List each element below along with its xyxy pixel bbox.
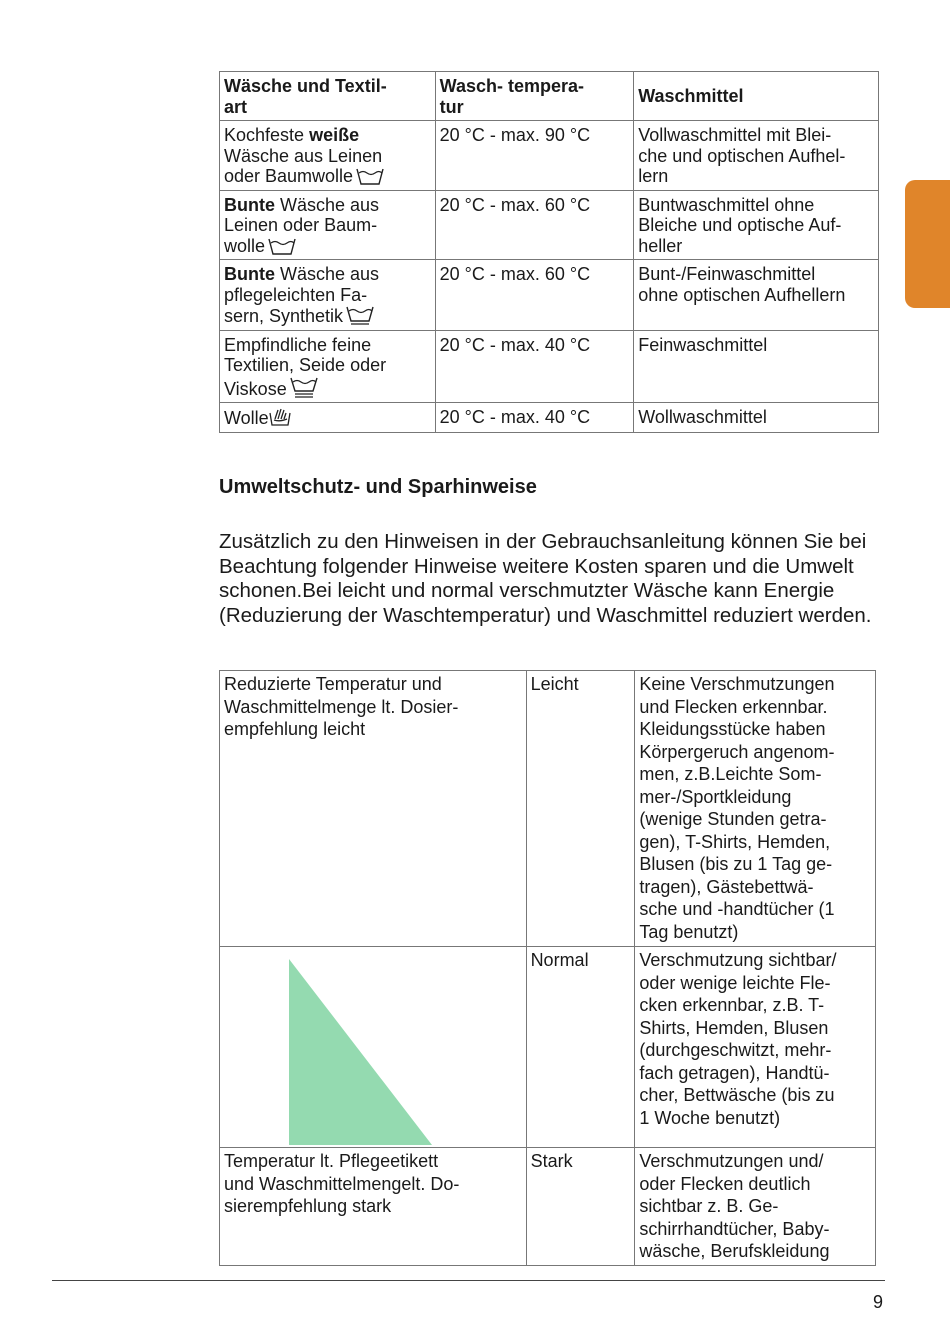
washtub-60-icon bbox=[268, 237, 296, 255]
table-row bbox=[220, 1148, 876, 1266]
textile-cell bbox=[220, 190, 436, 260]
handwash-icon bbox=[269, 407, 291, 427]
detergent-cell: Feinwaschmittel bbox=[634, 330, 879, 403]
textile-bold: Bunte bbox=[224, 194, 275, 215]
soil-level-label: Normal bbox=[526, 947, 635, 1148]
dosage-triangle bbox=[286, 959, 432, 1145]
washtub-permanent-press-icon bbox=[346, 305, 374, 325]
soil-level-description: Verschmutzung sichtbar/ oder wenige leichte Fle- cken erkennbar, z.B. T- Shirts, Hemden, Blusen (durchgeschwitzt, mehr- fach getragen), Handtü- cher, Bettwäsche (bis zu 1 Woche benutzt) bbox=[635, 947, 876, 1148]
table-row bbox=[220, 403, 879, 433]
table-row bbox=[220, 671, 876, 947]
table-row bbox=[220, 947, 876, 1148]
textile-cell bbox=[220, 403, 436, 433]
washtub-95-icon bbox=[356, 167, 384, 185]
temperature-cell: 20 °C - max. 90 °C bbox=[435, 121, 634, 191]
dosage-triangle-shape bbox=[289, 959, 432, 1145]
table-header-row bbox=[220, 72, 879, 121]
detergent-cell: Vollwaschmittel mit Blei- che und optischen Aufhel- lern bbox=[634, 121, 879, 191]
section-tab-marker bbox=[905, 180, 950, 308]
header-temperature: Wasch- tempera- tur bbox=[435, 72, 634, 121]
textile-cell bbox=[220, 121, 436, 191]
soil-level-label: Leicht bbox=[526, 671, 635, 947]
textile-text: Wäsche aus Leinen oder Baumwolle bbox=[224, 145, 383, 186]
textile-bold: weiße bbox=[309, 125, 360, 145]
intro-paragraph: Zusätzlich zu den Hinweisen in der Gebrauchsanleitung können Sie bei Beachtung folgender Hinweise weitere Kosten sparen und die Umwelt schonen.Bei leicht und normal verschmutzter Wäsche kann Energie (Reduzierung der Waschtemperatur) und Waschmittel reduziert werden. bbox=[219, 530, 872, 627]
section-heading: Umweltschutz- und Sparhinweise bbox=[219, 476, 537, 498]
textile-cell bbox=[220, 260, 436, 331]
textile-text: Wäsche aus pflegeleichten Fa- sern, Synthetik bbox=[224, 264, 380, 326]
header-detergent: Waschmittel bbox=[634, 72, 879, 121]
temperature-cell: 20 °C - max. 60 °C bbox=[435, 190, 634, 260]
soil-level-description: Keine Verschmutzungen und Flecken erkennbar. Kleidungsstücke haben Körpergeruch angenom- men, z.B.Leichte Som- mer-/Sportkleidung (wenige Stunden getra- gen), T-Shirts, Hemden, Blusen (bis zu 1 Tag ge- tragen), Gästebettwä- sche und -handtücher (1 Tag benutzt) bbox=[635, 671, 876, 947]
washtub-gentle-icon bbox=[290, 376, 318, 398]
detergent-cell: Bunt-/Feinwaschmittel ohne optischen Aufhellern bbox=[634, 260, 879, 331]
temperature-cell: 20 °C - max. 60 °C bbox=[435, 260, 634, 331]
textile-text: Wolle bbox=[224, 408, 269, 428]
header-textile: Wäsche und Textil- art bbox=[220, 72, 436, 121]
page-number: 9 bbox=[873, 1292, 884, 1312]
reduced-setting-cell: Reduzierte Temperatur und Waschmittelmenge lt. Dosier- empfehlung leicht bbox=[220, 671, 527, 947]
table-row bbox=[220, 121, 879, 191]
soil-level-table bbox=[219, 670, 876, 1266]
textile-text: Wäsche aus Leinen oder Baum- wolle bbox=[224, 194, 380, 256]
textile-text: Empfindliche feine Textilien, Seide oder Viskose bbox=[224, 334, 387, 399]
table-row bbox=[220, 190, 879, 260]
soil-level-label: Stark bbox=[526, 1148, 635, 1266]
dosage-graphic-cell bbox=[220, 947, 527, 1148]
temperature-cell: 20 °C - max. 40 °C bbox=[435, 403, 634, 433]
table-row bbox=[220, 330, 879, 403]
footer-rule bbox=[52, 1280, 885, 1281]
textile-text: Kochfeste bbox=[224, 125, 310, 145]
soil-level-description: Verschmutzungen und/ oder Flecken deutlich sichtbar z. B. Ge- schirrhandtücher, Baby- wäsche, Berufskleidung bbox=[635, 1148, 876, 1266]
textile-cell bbox=[220, 330, 436, 403]
textile-bold: Bunte bbox=[224, 264, 275, 284]
full-setting-cell: Temperatur lt. Pflegeetikett und Waschmittelmengelt. Do- sierempfehlung stark bbox=[220, 1148, 527, 1266]
temperature-cell: 20 °C - max. 40 °C bbox=[435, 330, 634, 403]
detergent-cell: Wollwaschmittel bbox=[634, 403, 879, 433]
table-row bbox=[220, 260, 879, 331]
detergent-cell: Buntwaschmittel ohne Bleiche und optische Auf- heller bbox=[634, 190, 879, 260]
textile-detergent-table bbox=[219, 71, 879, 433]
